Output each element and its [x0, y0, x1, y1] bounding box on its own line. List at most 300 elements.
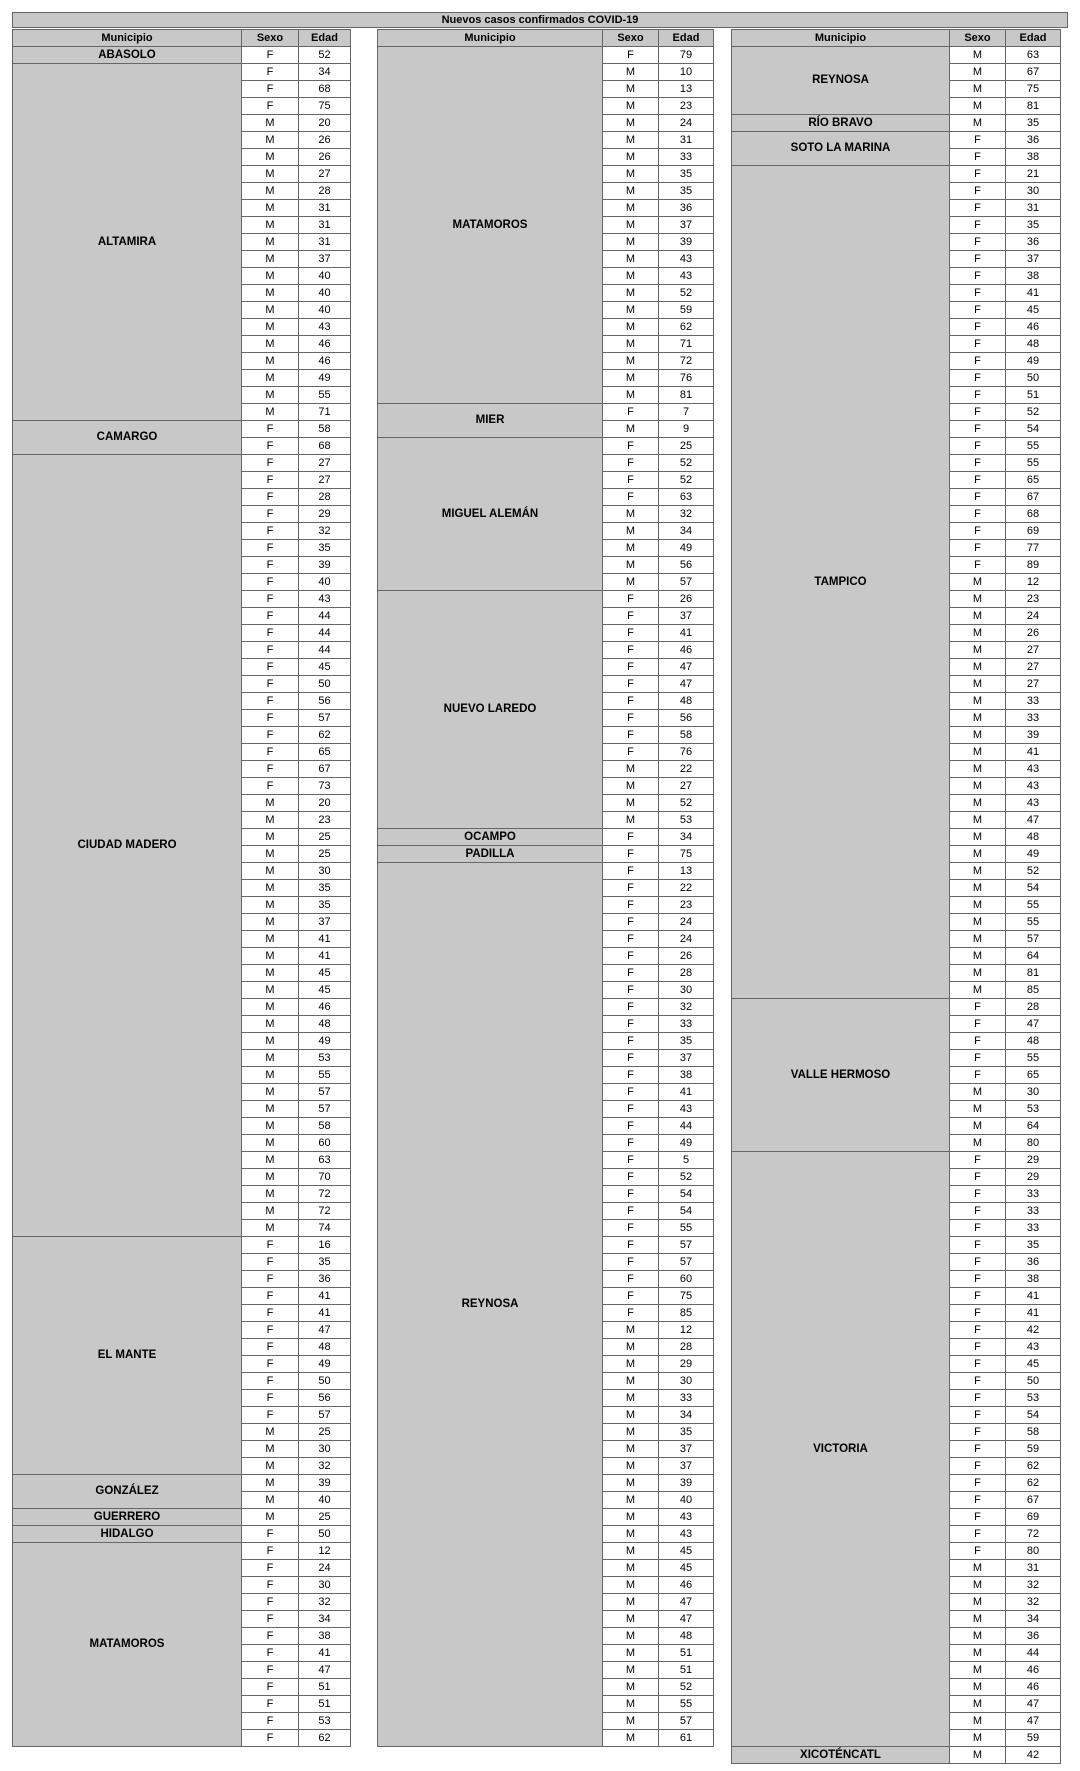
edad-cell: 39 [299, 557, 351, 574]
sexo-cell: M [603, 1543, 659, 1560]
edad-cell: 57 [659, 1713, 714, 1730]
table-row [378, 846, 714, 863]
edad-cell: 62 [1006, 1458, 1061, 1475]
sexo-cell: F [950, 1203, 1006, 1220]
edad-cell: 67 [1006, 1492, 1061, 1509]
sexo-cell: M [603, 1713, 659, 1730]
sexo-cell: F [242, 1628, 299, 1645]
sexo-cell: M [603, 506, 659, 523]
edad-cell: 47 [1006, 1696, 1061, 1713]
edad-cell: 41 [299, 1645, 351, 1662]
edad-cell: 37 [659, 1050, 714, 1067]
edad-cell: 52 [659, 795, 714, 812]
edad-cell: 41 [299, 931, 351, 948]
table-row [13, 1475, 351, 1492]
edad-cell: 43 [299, 591, 351, 608]
edad-cell: 40 [659, 1492, 714, 1509]
edad-cell: 57 [299, 1407, 351, 1424]
header-row [378, 30, 714, 47]
edad-cell: 32 [299, 1458, 351, 1475]
sexo-cell: M [242, 336, 299, 353]
sexo-cell: F [603, 47, 659, 64]
sexo-cell: F [242, 778, 299, 795]
sexo-cell: M [950, 98, 1006, 115]
sexo-cell: F [242, 1322, 299, 1339]
sexo-cell: M [603, 319, 659, 336]
sexo-cell: F [603, 591, 659, 608]
edad-cell: 45 [659, 1543, 714, 1560]
edad-cell: 55 [659, 1220, 714, 1237]
sexo-cell: M [242, 1135, 299, 1152]
sexo-cell: F [603, 863, 659, 880]
edad-cell: 33 [1006, 710, 1061, 727]
sexo-cell: F [950, 1169, 1006, 1186]
sexo-cell: M [242, 183, 299, 200]
sexo-cell: F [603, 1254, 659, 1271]
edad-cell: 42 [1006, 1747, 1061, 1764]
sexo-cell: M [603, 98, 659, 115]
edad-cell: 41 [659, 1084, 714, 1101]
sexo-cell: F [603, 880, 659, 897]
sexo-cell: M [242, 999, 299, 1016]
edad-cell: 32 [659, 999, 714, 1016]
municipio-cell: EL MANTE [13, 1237, 242, 1475]
edad-cell: 35 [1006, 1237, 1061, 1254]
sexo-cell: M [603, 557, 659, 574]
edad-cell: 55 [299, 387, 351, 404]
edad-cell: 40 [299, 268, 351, 285]
sexo-cell: M [603, 421, 659, 438]
table-row [13, 1526, 351, 1543]
edad-cell: 48 [659, 1628, 714, 1645]
edad-cell: 70 [299, 1169, 351, 1186]
edad-cell: 34 [659, 1407, 714, 1424]
sexo-cell: M [603, 1594, 659, 1611]
municipio-cell: CAMARGO [13, 421, 242, 455]
sexo-cell: M [242, 965, 299, 982]
sexo-cell: M [950, 1611, 1006, 1628]
edad-cell: 47 [1006, 1713, 1061, 1730]
edad-cell: 51 [299, 1696, 351, 1713]
edad-cell: 55 [1006, 438, 1061, 455]
edad-cell: 35 [659, 1033, 714, 1050]
edad-cell: 7 [659, 404, 714, 421]
sexo-cell: M [950, 1101, 1006, 1118]
edad-cell: 49 [1006, 846, 1061, 863]
edad-cell: 85 [1006, 982, 1061, 999]
sexo-cell: M [242, 1033, 299, 1050]
sexo-cell: F [950, 149, 1006, 166]
sexo-cell: F [950, 1390, 1006, 1407]
edad-cell: 41 [1006, 1305, 1061, 1322]
sexo-cell: F [950, 1475, 1006, 1492]
sexo-cell: M [950, 608, 1006, 625]
edad-cell: 40 [299, 285, 351, 302]
municipio-cell: VALLE HERMOSO [732, 999, 950, 1152]
sexo-cell: F [950, 1152, 1006, 1169]
edad-cell: 47 [659, 1594, 714, 1611]
sexo-cell: M [242, 200, 299, 217]
sexo-cell: M [242, 1101, 299, 1118]
sexo-cell: F [242, 727, 299, 744]
edad-cell: 73 [299, 778, 351, 795]
table-column-3 [731, 29, 1061, 1764]
edad-cell: 33 [1006, 1203, 1061, 1220]
sexo-cell: F [603, 676, 659, 693]
sexo-cell: M [603, 251, 659, 268]
sexo-cell: F [603, 1135, 659, 1152]
edad-cell: 81 [659, 387, 714, 404]
sexo-cell: M [603, 1662, 659, 1679]
sexo-cell: F [950, 302, 1006, 319]
sexo-cell: F [242, 1390, 299, 1407]
municipio-cell: ABASOLO [13, 47, 242, 64]
sexo-cell: M [950, 591, 1006, 608]
sexo-cell: F [242, 761, 299, 778]
municipio-cell: MIGUEL ALEMÁN [378, 438, 603, 591]
edad-cell: 58 [1006, 1424, 1061, 1441]
edad-cell: 46 [659, 642, 714, 659]
sexo-cell: F [950, 353, 1006, 370]
edad-cell: 45 [299, 659, 351, 676]
edad-cell: 37 [659, 1458, 714, 1475]
edad-cell: 52 [1006, 404, 1061, 421]
edad-cell: 23 [659, 897, 714, 914]
sexo-cell: F [950, 540, 1006, 557]
edad-cell: 77 [1006, 540, 1061, 557]
edad-cell: 48 [1006, 829, 1061, 846]
edad-cell: 26 [659, 948, 714, 965]
edad-cell: 48 [299, 1339, 351, 1356]
sexo-cell: M [603, 166, 659, 183]
municipio-cell: GUERRERO [13, 1509, 242, 1526]
municipio-cell: REYNOSA [732, 47, 950, 115]
edad-cell: 41 [1006, 285, 1061, 302]
edad-cell: 31 [299, 234, 351, 251]
edad-cell: 35 [1006, 217, 1061, 234]
sexo-cell: M [950, 1084, 1006, 1101]
sexo-cell: M [950, 778, 1006, 795]
sexo-cell: F [242, 438, 299, 455]
sexo-cell: M [242, 404, 299, 421]
sexo-cell: M [603, 1509, 659, 1526]
municipio-cell: REYNOSA [378, 863, 603, 1747]
edad-cell: 50 [299, 1526, 351, 1543]
table-column-2 [377, 29, 714, 1747]
table-title: Nuevos casos confirmados COVID-19 [12, 12, 1068, 28]
sexo-cell: F [603, 1152, 659, 1169]
edad-cell: 28 [1006, 999, 1061, 1016]
sexo-cell: M [950, 1594, 1006, 1611]
edad-cell: 24 [299, 1560, 351, 1577]
municipio-cell: MIER [378, 404, 603, 438]
edad-cell: 13 [659, 863, 714, 880]
edad-cell: 30 [659, 982, 714, 999]
edad-cell: 55 [659, 1696, 714, 1713]
sexo-cell: M [950, 676, 1006, 693]
sexo-cell: M [603, 1679, 659, 1696]
header-municipio: Municipio [732, 30, 950, 47]
municipio-cell: OCAMPO [378, 829, 603, 846]
sexo-cell: M [242, 251, 299, 268]
sexo-cell: M [603, 115, 659, 132]
header-edad: Edad [1006, 30, 1061, 47]
sexo-cell: M [242, 166, 299, 183]
edad-cell: 43 [1006, 1339, 1061, 1356]
sexo-cell: F [603, 727, 659, 744]
sexo-cell: M [950, 744, 1006, 761]
table-row [732, 1747, 1061, 1764]
sexo-cell: M [603, 64, 659, 81]
sexo-cell: F [603, 744, 659, 761]
sexo-cell: F [950, 132, 1006, 149]
sexo-cell: F [950, 268, 1006, 285]
edad-cell: 50 [1006, 370, 1061, 387]
edad-cell: 39 [299, 1475, 351, 1492]
sexo-cell: M [603, 1458, 659, 1475]
edad-cell: 49 [299, 1356, 351, 1373]
sexo-cell: F [603, 1118, 659, 1135]
sexo-cell: F [242, 1611, 299, 1628]
edad-cell: 55 [1006, 897, 1061, 914]
sexo-cell: M [603, 1390, 659, 1407]
sexo-cell: M [603, 795, 659, 812]
sexo-cell: M [242, 1152, 299, 1169]
table-row [378, 863, 714, 880]
edad-cell: 25 [299, 1424, 351, 1441]
table-row [13, 47, 351, 64]
edad-cell: 25 [299, 1509, 351, 1526]
edad-cell: 64 [1006, 1118, 1061, 1135]
edad-cell: 46 [299, 336, 351, 353]
sexo-cell: M [950, 1713, 1006, 1730]
edad-cell: 63 [659, 489, 714, 506]
edad-cell: 54 [1006, 1407, 1061, 1424]
sexo-cell: F [950, 438, 1006, 455]
sexo-cell: M [242, 268, 299, 285]
sexo-cell: F [603, 1305, 659, 1322]
sexo-cell: M [603, 1407, 659, 1424]
sexo-cell: F [950, 1305, 1006, 1322]
sexo-cell: M [950, 642, 1006, 659]
edad-cell: 71 [659, 336, 714, 353]
table-row [732, 132, 1061, 149]
table-row [13, 1237, 351, 1254]
sexo-cell: F [603, 1271, 659, 1288]
edad-cell: 53 [659, 812, 714, 829]
sexo-cell: M [950, 1118, 1006, 1135]
sexo-cell: M [950, 1730, 1006, 1747]
sexo-cell: F [242, 676, 299, 693]
edad-cell: 24 [659, 931, 714, 948]
edad-cell: 43 [1006, 761, 1061, 778]
sexo-cell: F [603, 999, 659, 1016]
header-row [732, 30, 1061, 47]
edad-cell: 47 [1006, 1016, 1061, 1033]
sexo-cell: M [603, 1645, 659, 1662]
sexo-cell: F [242, 523, 299, 540]
sexo-cell: M [242, 1084, 299, 1101]
sexo-cell: F [603, 1101, 659, 1118]
sexo-cell: M [950, 897, 1006, 914]
edad-cell: 34 [299, 64, 351, 81]
sexo-cell: M [242, 795, 299, 812]
edad-cell: 43 [659, 1101, 714, 1118]
edad-cell: 44 [299, 625, 351, 642]
sexo-cell: M [603, 812, 659, 829]
edad-cell: 41 [659, 625, 714, 642]
edad-cell: 45 [1006, 302, 1061, 319]
sexo-cell: F [242, 693, 299, 710]
sexo-cell: F [950, 1441, 1006, 1458]
edad-cell: 47 [299, 1662, 351, 1679]
edad-cell: 23 [1006, 591, 1061, 608]
sexo-cell: F [242, 540, 299, 557]
edad-cell: 46 [299, 999, 351, 1016]
edad-cell: 54 [659, 1203, 714, 1220]
sexo-cell: F [950, 200, 1006, 217]
sexo-cell: F [603, 931, 659, 948]
sexo-cell: F [242, 1407, 299, 1424]
sexo-cell: F [242, 1373, 299, 1390]
edad-cell: 28 [659, 965, 714, 982]
edad-cell: 58 [299, 1118, 351, 1135]
edad-cell: 60 [299, 1135, 351, 1152]
sexo-cell: M [242, 982, 299, 999]
edad-cell: 12 [1006, 574, 1061, 591]
sexo-cell: M [242, 132, 299, 149]
sexo-cell: F [950, 1067, 1006, 1084]
edad-cell: 54 [659, 1186, 714, 1203]
municipio-cell: MATAMOROS [378, 47, 603, 404]
edad-cell: 55 [1006, 914, 1061, 931]
sexo-cell: M [603, 217, 659, 234]
sexo-cell: M [603, 1492, 659, 1509]
edad-cell: 48 [659, 693, 714, 710]
sexo-cell: F [242, 455, 299, 472]
municipio-cell: GONZÁLEZ [13, 1475, 242, 1509]
sexo-cell: F [950, 421, 1006, 438]
edad-cell: 38 [1006, 268, 1061, 285]
sexo-cell: F [950, 472, 1006, 489]
edad-cell: 40 [299, 302, 351, 319]
edad-cell: 36 [1006, 1254, 1061, 1271]
edad-cell: 37 [659, 217, 714, 234]
edad-cell: 32 [299, 1594, 351, 1611]
sexo-cell: F [950, 489, 1006, 506]
edad-cell: 65 [299, 744, 351, 761]
header-sexo: Sexo [242, 30, 299, 47]
edad-cell: 43 [659, 1526, 714, 1543]
edad-cell: 50 [299, 1373, 351, 1390]
edad-cell: 32 [1006, 1594, 1061, 1611]
sexo-cell: F [603, 1016, 659, 1033]
edad-cell: 5 [659, 1152, 714, 1169]
sexo-cell: M [603, 183, 659, 200]
sexo-cell: F [603, 489, 659, 506]
edad-cell: 72 [299, 1203, 351, 1220]
edad-cell: 38 [659, 1067, 714, 1084]
edad-cell: 33 [659, 149, 714, 166]
edad-cell: 38 [1006, 149, 1061, 166]
edad-cell: 51 [659, 1645, 714, 1662]
edad-cell: 37 [299, 251, 351, 268]
edad-cell: 41 [299, 1305, 351, 1322]
sexo-cell: F [242, 1560, 299, 1577]
sexo-cell: F [242, 1288, 299, 1305]
edad-cell: 60 [659, 1271, 714, 1288]
table-row [13, 421, 351, 438]
sexo-cell: F [950, 1543, 1006, 1560]
sexo-cell: F [242, 591, 299, 608]
sexo-cell: F [603, 1288, 659, 1305]
table-row [378, 404, 714, 421]
sexo-cell: M [603, 1730, 659, 1747]
sexo-cell: F [950, 251, 1006, 268]
sexo-cell: F [603, 1169, 659, 1186]
sexo-cell: M [603, 353, 659, 370]
edad-cell: 30 [659, 1373, 714, 1390]
edad-cell: 25 [299, 829, 351, 846]
edad-cell: 32 [299, 523, 351, 540]
edad-cell: 26 [659, 591, 714, 608]
edad-cell: 34 [659, 523, 714, 540]
sexo-cell: M [242, 1118, 299, 1135]
sexo-cell: M [950, 64, 1006, 81]
edad-cell: 37 [1006, 251, 1061, 268]
table-row [732, 115, 1061, 132]
sexo-cell: F [950, 523, 1006, 540]
edad-cell: 68 [299, 81, 351, 98]
sexo-cell: F [603, 693, 659, 710]
sexo-cell: M [950, 1628, 1006, 1645]
edad-cell: 53 [299, 1713, 351, 1730]
header-edad: Edad [299, 30, 351, 47]
sexo-cell: M [950, 693, 1006, 710]
edad-cell: 25 [659, 438, 714, 455]
sexo-cell: M [603, 1356, 659, 1373]
edad-cell: 30 [1006, 1084, 1061, 1101]
edad-cell: 51 [1006, 387, 1061, 404]
edad-cell: 13 [659, 81, 714, 98]
municipio-cell: MATAMOROS [13, 1543, 242, 1747]
edad-cell: 36 [1006, 234, 1061, 251]
sexo-cell: M [242, 1169, 299, 1186]
sexo-cell: F [603, 982, 659, 999]
sexo-cell: F [950, 1033, 1006, 1050]
edad-cell: 31 [299, 200, 351, 217]
edad-cell: 52 [659, 1679, 714, 1696]
sexo-cell: F [603, 659, 659, 676]
edad-cell: 27 [299, 472, 351, 489]
municipio-cell: ALTAMIRA [13, 64, 242, 421]
edad-cell: 28 [659, 1339, 714, 1356]
sexo-cell: F [603, 404, 659, 421]
edad-cell: 16 [299, 1237, 351, 1254]
sexo-cell: M [950, 795, 1006, 812]
edad-cell: 47 [299, 1322, 351, 1339]
edad-cell: 53 [1006, 1390, 1061, 1407]
edad-cell: 10 [659, 64, 714, 81]
sexo-cell: M [950, 863, 1006, 880]
sexo-cell: F [242, 489, 299, 506]
edad-cell: 52 [659, 1169, 714, 1186]
sexo-cell: M [242, 1458, 299, 1475]
sexo-cell: F [950, 387, 1006, 404]
sexo-cell: M [242, 829, 299, 846]
edad-cell: 45 [1006, 1356, 1061, 1373]
sexo-cell: M [242, 1050, 299, 1067]
